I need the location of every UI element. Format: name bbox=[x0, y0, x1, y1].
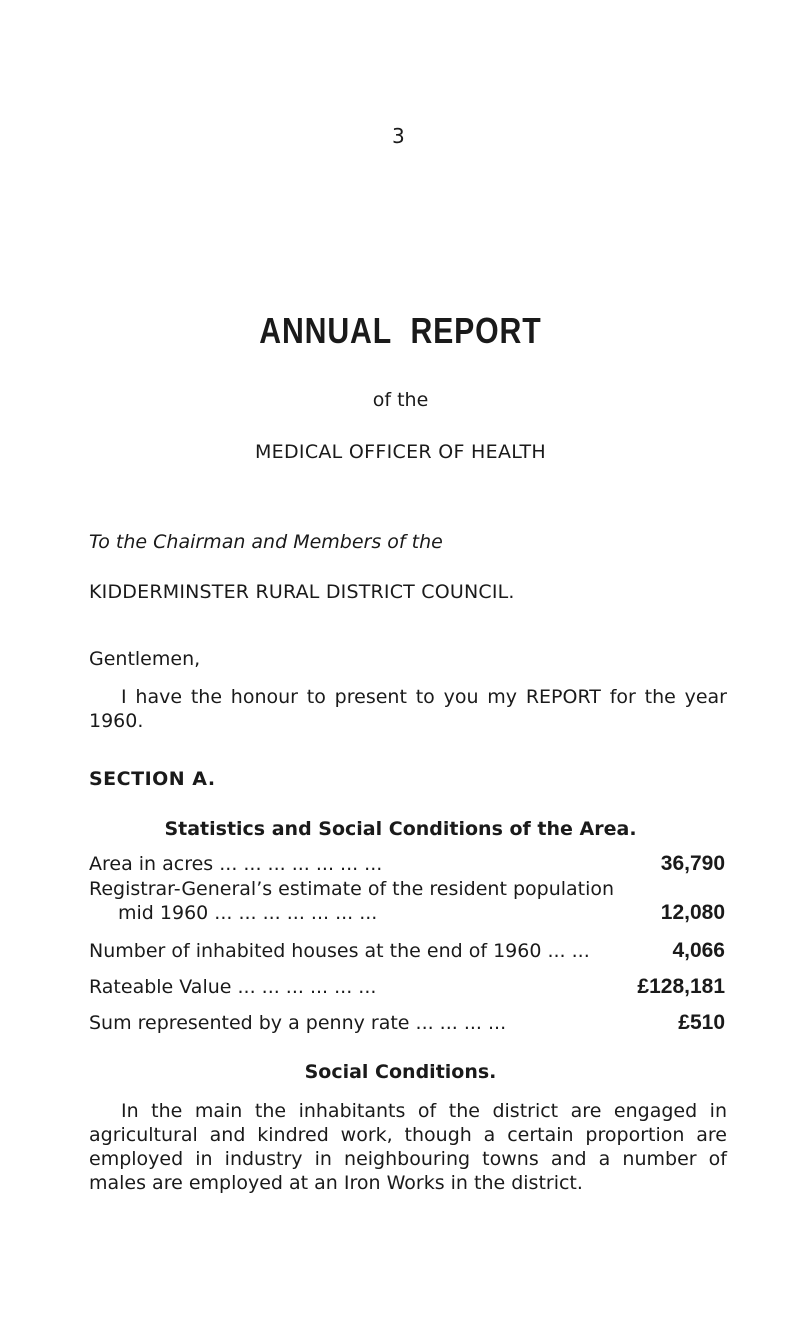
stat-value: 12,080 bbox=[660, 901, 725, 924]
stat-label: Rateable Value ... ... ... ... ... ... bbox=[89, 976, 377, 998]
stat-value: £128,181 bbox=[637, 975, 725, 998]
report-title-word-2: REPORT bbox=[410, 310, 542, 351]
stat-label: Area in acres ... ... ... ... ... ... ... bbox=[89, 853, 383, 875]
stat-label: Registrar-General’s estimate of the resident population bbox=[89, 878, 615, 900]
council-name: KIDDERMINSTER RURAL DISTRICT COUNCIL. bbox=[89, 581, 515, 603]
salutation: Gentlemen, bbox=[89, 648, 201, 670]
section-heading: SECTION A. bbox=[89, 768, 216, 790]
stat-value: £510 bbox=[678, 1011, 725, 1034]
stat-label-continued: mid 1960 ... ... ... ... ... ... ... bbox=[118, 902, 378, 924]
stat-row-houses bbox=[89, 939, 725, 963]
subtitle-of-the: of the bbox=[372, 389, 429, 411]
social-conditions-heading: Social Conditions. bbox=[304, 1061, 497, 1083]
stat-value: 36,790 bbox=[660, 852, 725, 875]
stat-row-population bbox=[89, 877, 725, 925]
intro-paragraph-text: I have the honour to present to you my REPORT for the year 1960. bbox=[89, 686, 727, 732]
addressee-line: To the Chairman and Members of the bbox=[89, 531, 443, 553]
intro-paragraph bbox=[89, 685, 727, 733]
stat-row-area bbox=[89, 852, 725, 876]
stat-label: Sum represented by a penny rate ... ... ... ... bbox=[89, 1012, 507, 1034]
social-conditions-text: In the main the inhabitants of the district are engaged in agricultural and kindred work, though a certain proportion are employed in industry in neighbouring towns and a number of males are employed at an Iron Works in the district. bbox=[89, 1100, 727, 1194]
report-title bbox=[64, 310, 737, 352]
stat-label: Number of inhabited houses at the end of 1960 ... ... bbox=[89, 940, 590, 962]
stat-value: 4,066 bbox=[672, 939, 725, 962]
report-title-word-1: ANNUAL bbox=[259, 310, 393, 351]
subtitle-office: MEDICAL OFFICER OF HEALTH bbox=[254, 441, 547, 463]
social-conditions-paragraph bbox=[89, 1099, 727, 1195]
statistics-heading: Statistics and Social Conditions of the Area. bbox=[164, 818, 637, 840]
page-number: 3 bbox=[392, 124, 405, 148]
stat-row-penny-rate bbox=[89, 1011, 725, 1035]
stat-row-rateable-value bbox=[89, 975, 725, 999]
